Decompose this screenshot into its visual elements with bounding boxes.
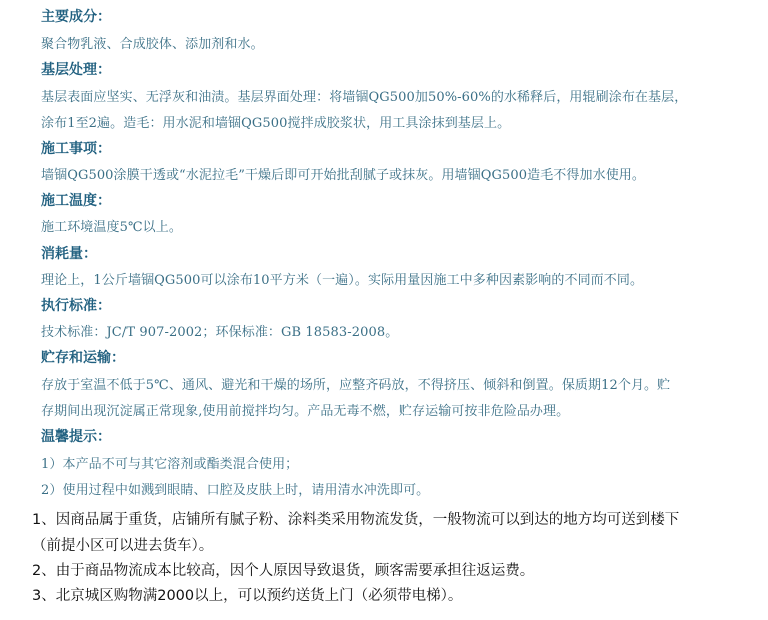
section-line: 聚合物乳液、合成胶体、添加剂和水。 <box>41 37 264 52</box>
section-title-standards: 执行标准： <box>41 298 111 314</box>
shipping-note: 3、北京城区购物满2000以上，可以预约送货上门（必须带电梯）。 <box>32 588 463 604</box>
section-line: 理论上，1公斤墙锢QG500可以涂布10平方米（一遍）。实际用量因施工中多种因素影响的不同而不同。 <box>41 273 644 288</box>
shipping-note: 2、由于商品物流成本比较高，因个人原因导致退货，顾客需要承担往返运费。 <box>32 563 535 579</box>
section-line: 1）本产品不可与其它溶剂或酯类混合使用； <box>41 457 299 472</box>
section-line: 存期间出现沉淀属正常现象,使用前搅拌均匀。产品无毒不燃，贮存运输可按非危险品办理。 <box>41 404 570 419</box>
shipping-note: 1、因商品属于重货，店铺所有腻子粉、涂料类采用物流发货，一般物流可以到达的地方均可送到楼下 <box>32 512 680 528</box>
section-title-notes: 施工事项： <box>41 141 111 157</box>
section-title-temperature: 施工温度： <box>41 193 111 209</box>
section-line: 技术标准：JC/T 907-2002；环保标准：GB 18583-2008。 <box>41 325 399 340</box>
section-title-storage: 贮存和运输： <box>41 350 125 366</box>
section-line: 施工环境温度5℃以上。 <box>41 220 182 235</box>
section-line: 基层表面应坚实、无浮灰和油渍。基层界面处理：将墙锢QG500加50%-60%的水稀释后，用辊刷涂布在基层， <box>41 90 688 105</box>
section-line: 存放于室温不低于5℃、通风、避光和干燥的场所，应整齐码放，不得挤压、倾斜和倒置。保质期12个月。贮 <box>41 378 671 393</box>
section-title-ingredients: 主要成分： <box>41 9 111 25</box>
bottom-spacer <box>0 612 768 620</box>
section-title-substrate: 基层处理： <box>41 62 111 78</box>
section-title-consumption: 消耗量： <box>41 246 97 262</box>
shipping-note: （前提小区可以进去货车）。 <box>32 538 214 554</box>
section-title-tips: 温馨提示： <box>41 429 111 445</box>
section-line: 墙锢QG500涂膜干透或“水泥拉毛”干燥后即可开始批刮腻子或抹灰。用墙锢QG500造毛不得加水使用。 <box>41 168 646 183</box>
section-line: 涂布1至2遍。造毛：用水泥和墙锢QG500搅拌成胶浆状，用工具涂抹到基层上。 <box>41 116 511 131</box>
section-line: 2）使用过程中如溅到眼睛、口腔及皮肤上时，请用清水冲洗即可。 <box>41 483 430 498</box>
